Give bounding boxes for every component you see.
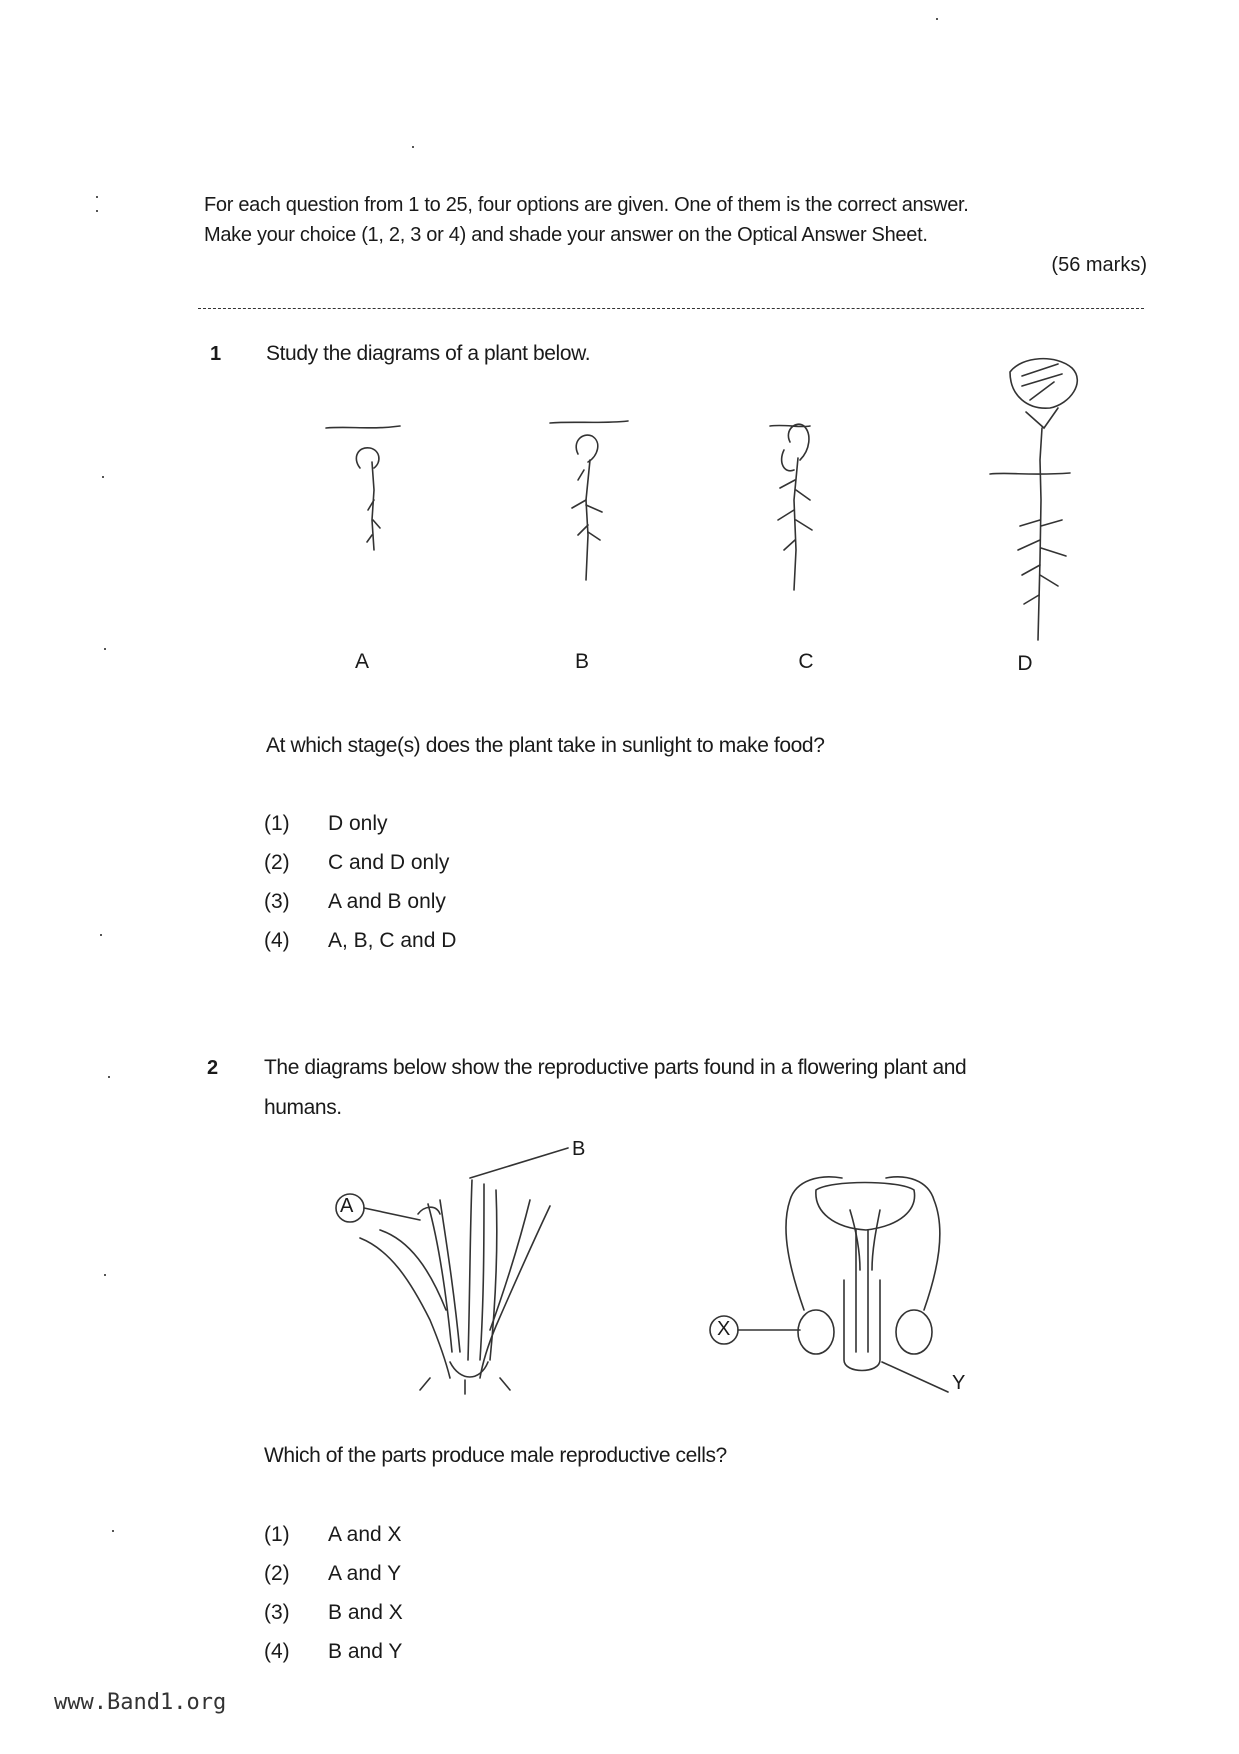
scan-speck xyxy=(412,146,414,148)
male-reproductive-system-diagram xyxy=(710,1177,948,1392)
stage-label-c: C xyxy=(798,650,814,673)
reproductive-parts-diagram xyxy=(320,1130,980,1400)
scan-speck xyxy=(96,196,98,198)
instructions-line-2: Make your choice (1, 2, 3 or 4) and shade your answer on the Optical Answer Sheet. xyxy=(204,224,928,246)
label-x: X xyxy=(717,1318,731,1340)
stage-label-a: A xyxy=(354,650,369,673)
option-4[interactable]: (4) B and Y xyxy=(264,1639,403,1663)
question-2-prompt xyxy=(264,1048,1144,1128)
seedling-stage-a xyxy=(326,426,400,550)
instructions-line-1: For each question from 1 to 25, four options are given. One of them is the correct answer. xyxy=(204,194,969,216)
label-a: A xyxy=(340,1195,354,1217)
section-divider xyxy=(198,308,1144,309)
plant-growth-diagram xyxy=(310,350,1110,650)
stage-label-d: D xyxy=(1017,652,1033,675)
question-2-prompt-line-2: humans. xyxy=(264,1096,342,1119)
scan-speck xyxy=(936,18,938,20)
question-2-number: 2 xyxy=(207,1057,219,1079)
question-1-options xyxy=(264,804,456,960)
option-4[interactable]: (4) A, B, C and D xyxy=(264,928,457,952)
option-2[interactable]: (2) C and D only xyxy=(264,850,450,874)
option-3[interactable]: (3) B and X xyxy=(264,1600,403,1624)
option-3[interactable]: (3) A and B only xyxy=(264,889,446,913)
label-b: B xyxy=(572,1138,586,1160)
scan-speck xyxy=(96,210,98,212)
scan-speck xyxy=(104,648,106,650)
option-1[interactable]: (1) A and X xyxy=(264,1522,402,1546)
scan-speck xyxy=(102,476,104,478)
instructions xyxy=(204,190,1144,250)
question-2-prompt-line-1: The diagrams below show the reproductive parts found in a flowering plant and xyxy=(264,1056,967,1079)
scan-speck xyxy=(104,1274,106,1276)
seedling-stage-c xyxy=(770,424,812,590)
seedling-stage-b xyxy=(550,421,628,580)
option-2[interactable]: (2) A and Y xyxy=(264,1561,402,1585)
question-1-text: At which stage(s) does the plant take in sunlight to make food? xyxy=(266,734,825,757)
footer-url: www.Band1.org xyxy=(54,1690,227,1715)
option-1[interactable]: (1) D only xyxy=(264,811,388,835)
scan-speck xyxy=(108,1076,110,1078)
total-marks: (56 marks) xyxy=(1051,254,1147,276)
stage-label-b: B xyxy=(574,650,589,673)
flower-diagram xyxy=(336,1148,568,1394)
question-2-text: Which of the parts produce male reproductive cells? xyxy=(264,1444,727,1467)
question-1-prompt: Study the diagrams of a plant below. xyxy=(266,342,591,365)
question-1-number: 1 xyxy=(210,343,222,365)
label-y: Y xyxy=(952,1372,966,1394)
question-2-options xyxy=(264,1515,403,1671)
scan-speck xyxy=(100,934,102,936)
seedling-stage-d xyxy=(990,359,1077,640)
scan-speck xyxy=(112,1530,114,1532)
